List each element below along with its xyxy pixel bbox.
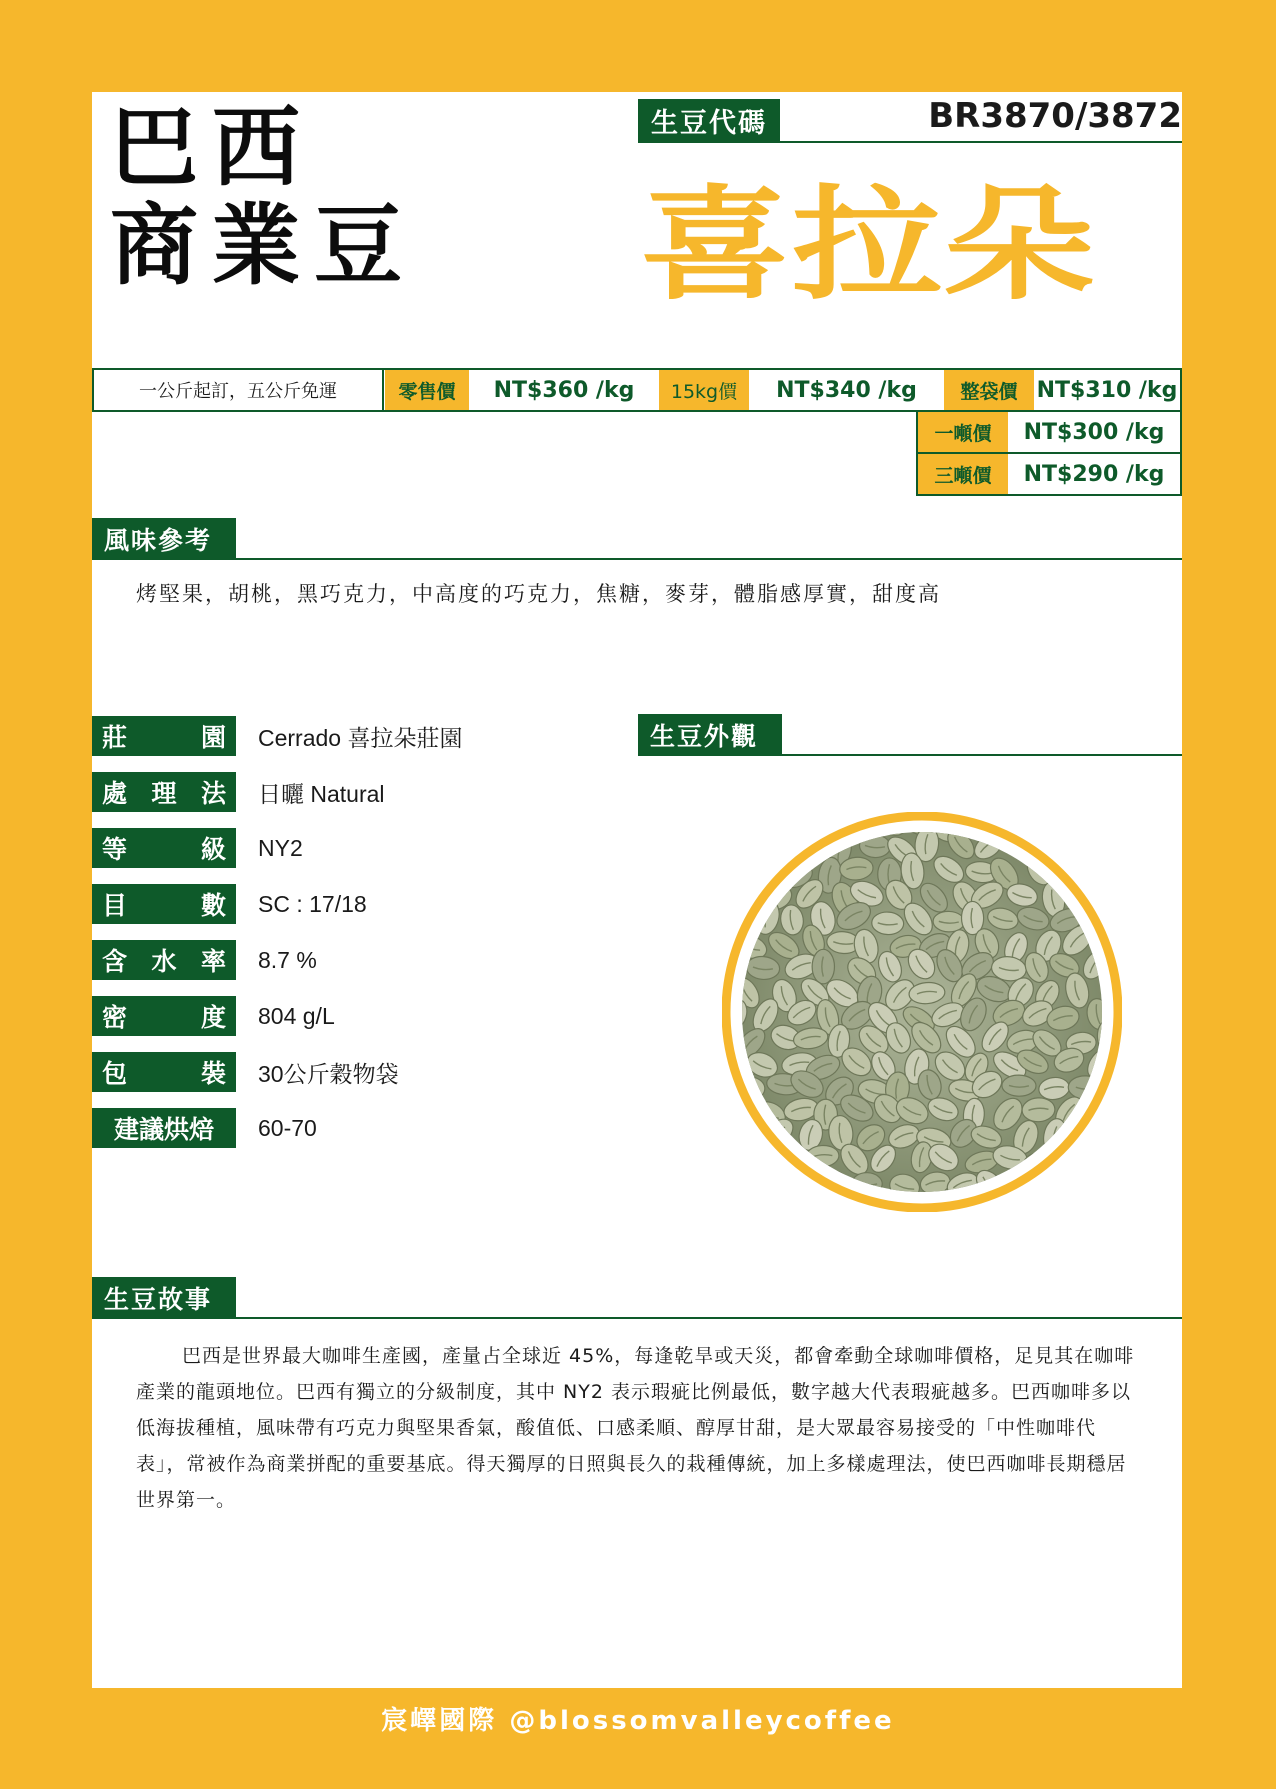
bag-price-label: 整袋價	[944, 370, 1034, 410]
story-text: 巴西是世界最大咖啡生產國，產量占全球近 45%，每逢乾旱或天災，都會牽動全球咖啡價格，足見其在咖啡產業的龍頭地位。巴西有獨立的分級制度，其中 NY2 表示瑕疵比例最低，數字越大代表瑕疵越多。巴西咖啡多以低海拔種植，風味帶有巧克力與堅果香氣，酸值低、口感柔順、醇厚甘甜，是大眾最容易接受的「中性咖啡代表」，常被作為商業拼配的重要基底。得天獨厚的日照與長久的栽種傳統，加上多樣處理法，使巴西咖啡長期穩居世界第一。	[136, 1345, 1135, 1511]
bean-code-label: 生豆代碼	[638, 99, 780, 141]
bean-crease	[725, 1154, 738, 1171]
spec-value: 804 g/L	[258, 1002, 335, 1029]
spec-label	[92, 1052, 236, 1092]
bean-shape	[735, 1165, 772, 1203]
bean-shape	[1027, 812, 1055, 841]
spec-label-char: 等	[102, 835, 128, 864]
price-row-1ton	[916, 410, 1182, 454]
bean-shape	[762, 1168, 800, 1197]
15kg-price-value: NT$340 /kg	[776, 377, 917, 403]
bean-crease	[993, 1206, 1013, 1210]
bean-crease	[1038, 813, 1044, 833]
flavor-notes: 烤堅果，胡桃，黑巧克力，中高度的巧克力，焦糖，麥芽，體脂感厚實，甜度高	[136, 582, 941, 606]
bean-shape	[723, 852, 749, 890]
appearance-heading: 生豆外觀	[638, 714, 782, 756]
bean-crease	[1097, 1132, 1117, 1137]
bean-crease	[731, 1198, 741, 1212]
bean-shape	[1095, 1170, 1122, 1206]
spec-label-char: 水	[151, 947, 177, 976]
spec-label	[92, 1108, 236, 1148]
bean-crease	[820, 1203, 840, 1206]
bean-crease	[1060, 1156, 1080, 1159]
retail-price-label: 零售價	[385, 370, 469, 410]
bean-crease	[758, 1152, 770, 1170]
spec-label-char: 度	[200, 1003, 226, 1032]
bean-crease	[1029, 1205, 1048, 1212]
bean-crease	[727, 821, 746, 829]
spec-value: 日曬 Natural	[258, 780, 385, 807]
bean-shape	[1087, 1141, 1108, 1173]
spec-label-char: 理	[151, 779, 177, 808]
bean-crease	[1105, 1181, 1122, 1194]
spec-label-char: 級	[200, 835, 226, 864]
spec-value: 30公斤穀物袋	[258, 1060, 399, 1087]
bean-crease	[739, 1126, 755, 1140]
bean-shape	[1047, 812, 1085, 843]
bean-crease	[818, 819, 836, 831]
bean-shape	[722, 1188, 753, 1212]
spec-label-char: 包	[102, 1059, 128, 1088]
spec-value: SC : 17/18	[258, 890, 367, 917]
spec-label-char: 率	[200, 947, 226, 976]
bean-shape	[1065, 830, 1102, 867]
bean-name: 喜拉朵	[640, 174, 1097, 317]
spec-label	[92, 772, 236, 812]
bean-shape	[774, 1189, 813, 1212]
spec-label-char: 含	[102, 947, 128, 976]
bean-shape	[748, 812, 777, 846]
spec-label-char: 目	[102, 891, 128, 920]
bean-shape	[812, 1194, 847, 1212]
spec-label-char: 法	[200, 779, 226, 808]
spec-label-char: 密	[102, 1003, 128, 1032]
3ton-price-value: NT$290 /kg	[1023, 461, 1165, 487]
bean-crease	[771, 838, 783, 856]
bean-shape	[1002, 1075, 1036, 1097]
bean-crease	[1075, 842, 1089, 858]
bean-crease	[757, 866, 768, 884]
bean-crease	[759, 817, 766, 837]
1ton-price-value: NT$300 /kg	[1023, 419, 1165, 445]
flavor-underline	[92, 558, 1182, 560]
bean-shape	[722, 812, 755, 840]
spec-label-char: 建議烘焙	[113, 1115, 214, 1144]
bean-crease	[771, 1180, 791, 1185]
spec-value: NY2	[258, 834, 303, 861]
price-row-main	[92, 368, 1182, 412]
country-title: 巴西	[110, 96, 315, 199]
product-sheet	[92, 92, 1182, 1688]
spec-label	[92, 884, 236, 924]
bean-crease	[1096, 1147, 1098, 1167]
bean-crease	[1078, 1172, 1088, 1191]
bean-shape	[787, 812, 810, 837]
bag-price-value: NT$310 /kg	[1036, 377, 1178, 403]
bean-crease	[1100, 893, 1117, 905]
spec-label	[92, 996, 236, 1036]
appearance-underline	[638, 754, 1182, 756]
order-note: 一公斤起訂，五公斤免運	[94, 370, 384, 410]
bean-crease	[758, 1200, 768, 1212]
spec-label-char: 莊	[102, 723, 128, 752]
bean-crease	[750, 839, 755, 859]
bean-shape	[1076, 854, 1114, 881]
bean-crease	[1065, 1195, 1069, 1212]
story-heading: 生豆故事	[92, 1277, 236, 1319]
spec-label	[92, 828, 236, 868]
bean-crease	[1085, 820, 1104, 830]
1ton-price-label: 一噸價	[918, 412, 1008, 452]
bean-shape	[1077, 1186, 1111, 1212]
bean-shape	[1088, 1120, 1122, 1149]
bean-shape	[1067, 1162, 1101, 1201]
bean-shape	[1088, 827, 1122, 861]
bean-crease	[1041, 1174, 1052, 1192]
bean-crease	[734, 907, 737, 927]
spec-label-char: 處	[102, 779, 128, 808]
category-title: 商業豆	[110, 194, 417, 297]
price-row-3ton	[916, 452, 1182, 496]
bean-crease	[1085, 866, 1105, 871]
spec-label	[92, 940, 236, 980]
15kg-price-label: 15kg價	[659, 370, 749, 410]
bean-code-value: BR3870/3872	[928, 96, 1182, 136]
footer-brand: 宸嶧國際 @blossomvalleycoffee	[381, 1706, 895, 1736]
code-underline	[638, 141, 1182, 143]
bean-shape	[1073, 812, 1116, 845]
spec-value: 60-70	[258, 1114, 317, 1141]
retail-price-value: NT$360 /kg	[493, 377, 635, 403]
bean-crease	[797, 812, 799, 831]
bean-crease	[730, 1102, 746, 1116]
spec-label-char: 裝	[200, 1059, 226, 1088]
bean-shape	[1020, 1194, 1058, 1212]
flavor-heading: 風味參考	[92, 518, 236, 560]
bean-crease	[745, 1175, 759, 1191]
bean-shape	[933, 911, 965, 933]
bean-shape	[746, 1190, 781, 1212]
bean-crease	[734, 861, 738, 881]
spec-value: Cerrado 喜拉朵莊園	[258, 724, 463, 751]
3ton-price-label: 三噸價	[918, 454, 1008, 494]
bean-crease	[1098, 839, 1116, 851]
spec-label-char: 園	[200, 723, 226, 752]
story-underline	[92, 1317, 1182, 1319]
bean-shape	[741, 833, 767, 866]
bean-crease	[1087, 1197, 1099, 1212]
spec-label	[92, 716, 236, 756]
bean-shape	[1055, 1189, 1082, 1212]
green-bean-photo	[722, 812, 1122, 1212]
bean-crease	[996, 819, 1016, 823]
spec-value: 8.7 %	[258, 946, 317, 973]
bean-crease	[1059, 816, 1074, 832]
spec-label-char: 數	[200, 891, 226, 920]
bean-shape	[812, 949, 834, 984]
bean-crease	[783, 1202, 802, 1210]
bean-shape	[722, 1142, 751, 1183]
